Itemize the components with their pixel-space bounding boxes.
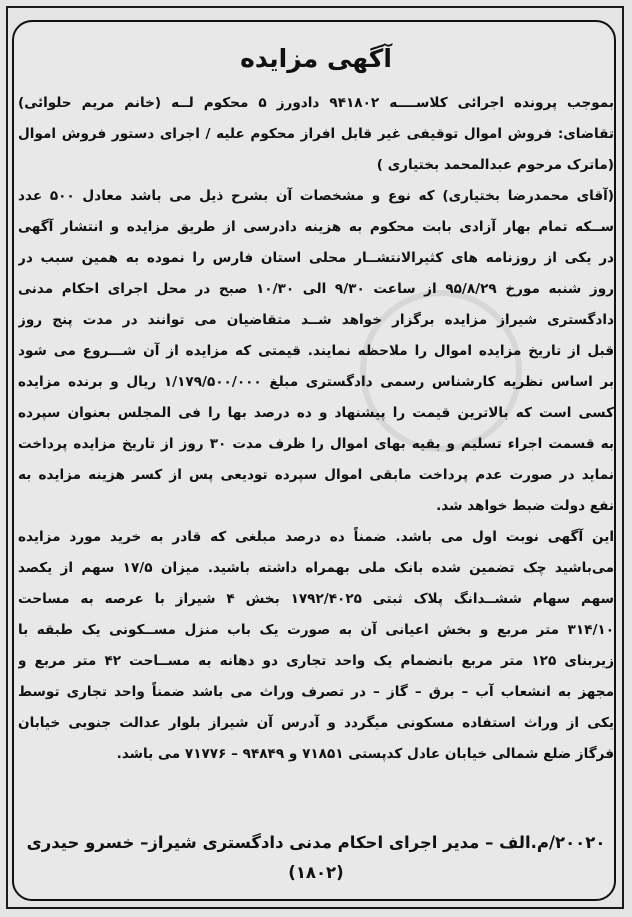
notice-line: سهم سهام ششــدانگ پلاک ثبتی ۱۷۹۲/۴۰۲۵ بخش ۴ شیراز با عرصه به مساحت — [18, 591, 614, 607]
notice-body — [18, 88, 614, 770]
notice-line: ۳۱۴/۱۰ متر مربع و بخش اعیانی آن به صورت یک باب منزل مســکونی یک طبقه با — [18, 622, 614, 638]
notice-line: در یکی از روزنامه های کثیرالانتشــار محلی استان فارس را نموده به همین سبب در — [18, 250, 614, 266]
case-number: (۱۸۰۲) — [288, 863, 344, 882]
notice-line: این آگهی نوبت اول می باشد. ضمناً ده درصد مبلغی که قادر به خرید مورد مزایده — [18, 529, 614, 545]
notice-title: آگهی مزایده — [240, 44, 392, 73]
notice-line: زیربنای ۱۲۵ متر مربع بانضمام یک واحد تجاری دو دهانه به مســاحت ۴۲ متر مربع و — [18, 653, 614, 669]
notice-line: فرگاز ضلع شمالی خیابان عادل کدپستی ۷۱۸۵۱ و ۹۴۸۴۹ – ۷۱۷۷۶ می باشد. — [116, 746, 614, 762]
notice-line: (آقای محمدرضا بختیاری) که نوع و مشخصات آن بشرح ذیل می باشد معادل ۵۰۰ عدد — [18, 188, 614, 204]
notice-line: تقاضای: فروش اموال توقیفی غیر قابل افراز محکوم علیه / اجرای دستور فروش اموال — [18, 126, 614, 142]
notice-line: نماید در صورت عدم پرداخت مابقی اموال سپرده تودیعی پس از کسر هزینه مزایده به — [18, 467, 614, 483]
notice-line: یکی از وراث استفاده مسکونی میگردد و آدرس آن شیراز بلوار عدالت جنوبی خیابان — [18, 715, 614, 731]
notice-line: نفع دولت ضبط خواهد شد. — [436, 498, 614, 514]
notice-line: کسی است که بالاترین قیمت را پیشنهاد و ده درصد بها را فی المجلس بعنوان سپرده — [18, 405, 614, 421]
notice-line: (ماترک مرحوم عبدالمحمد بختیاری ) — [376, 157, 614, 173]
notice-line: قبل از تاریخ مزایده اموال را ملاحظه نمایند. قیمتی که مزایده از آن شـــروع می شود — [18, 343, 614, 359]
notice-line: دادگستری شیراز مزایده برگزار خواهد شــد متقاضیان می توانند در مدت پنج روز — [18, 312, 614, 328]
notice-line: بموجب پرونده اجرائی کلاســــه ۹۴۱۸۰۲ دادورز ۵ محکوم لــه (خانم مریم حلوائی) — [18, 95, 614, 111]
notice-line: روز شنبه مورخ ۹۵/۸/۲۹ از ساعت ۹/۳۰ الی ۱۰/۳۰ صبح در محل اجرای احکام مدنی — [18, 281, 614, 297]
notice-line: ســکه تمام بهار آزادی بابت محکوم به هزینه دادرسی از طریق مزایده و انتشار آگهی — [18, 219, 614, 235]
notice-line: مجهز به انشعاب آب – برق – گاز – در تصرف وراث می باشد ضمناً واحد تجاری توسط — [18, 684, 614, 700]
notice-line: می‌باشید چک تضمین شده بانک ملی بهمراه داشته باشید. میزان ۱۷/۵ سهم از یکصد — [18, 560, 614, 576]
notice-line: به قسمت اجراء تسلیم و بقیه بهای اموال را ظرف مدت ۳۰ روز از تاریخ مزایده پرداخت — [18, 436, 614, 452]
notice-line: بر اساس نظریه کارشناس رسمی دادگستری مبلغ ۱/۱۷۹/۵۰۰/۰۰۰ ریال و برنده مزایده — [18, 374, 614, 390]
signature-line: ۲۰۰۲۰/م.الف – مدیر اجرای احکام مدنی دادگستری شیراز– خسرو حیدری — [26, 833, 606, 852]
signature-block — [16, 828, 616, 888]
